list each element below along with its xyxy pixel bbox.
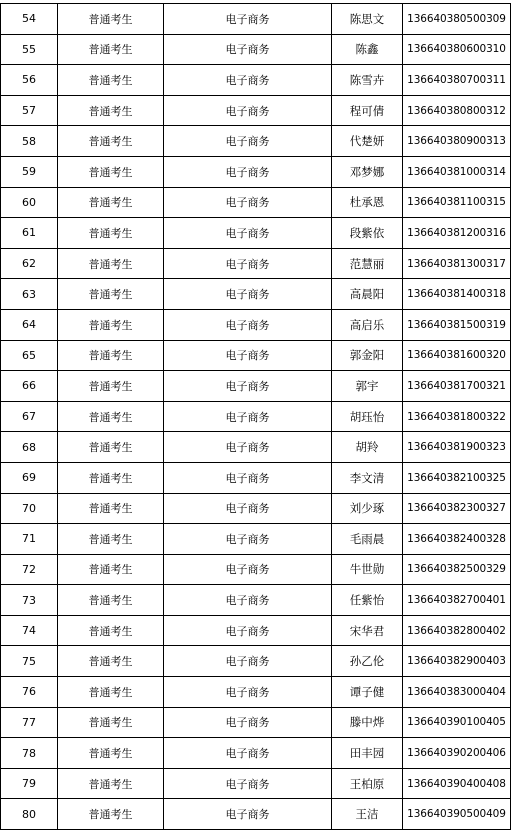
candidate-type: 普通考生 xyxy=(58,65,164,96)
registration-number: 136640382700401 xyxy=(403,585,511,616)
major: 电子商务 xyxy=(164,126,332,157)
registration-number: 136640382400328 xyxy=(403,524,511,555)
row-number: 79 xyxy=(1,768,58,799)
candidate-type: 普通考生 xyxy=(58,493,164,524)
candidate-type: 普通考生 xyxy=(58,4,164,35)
registration-number: 136640390100405 xyxy=(403,707,511,738)
candidate-type: 普通考生 xyxy=(58,309,164,340)
candidate-type: 普通考生 xyxy=(58,799,164,830)
major: 电子商务 xyxy=(164,707,332,738)
table-row xyxy=(1,493,511,524)
major: 电子商务 xyxy=(164,432,332,463)
table-row xyxy=(1,126,511,157)
registration-number: 136640381100315 xyxy=(403,187,511,218)
candidate-type: 普通考生 xyxy=(58,768,164,799)
registration-number: 136640390200406 xyxy=(403,738,511,769)
major: 电子商务 xyxy=(164,615,332,646)
row-number: 77 xyxy=(1,707,58,738)
candidate-type: 普通考生 xyxy=(58,218,164,249)
candidate-type: 普通考生 xyxy=(58,248,164,279)
table-row xyxy=(1,156,511,187)
table-row xyxy=(1,462,511,493)
registration-number: 136640382500329 xyxy=(403,554,511,585)
candidate-type: 普通考生 xyxy=(58,95,164,126)
registration-number: 136640381400318 xyxy=(403,279,511,310)
table-row xyxy=(1,401,511,432)
major: 电子商务 xyxy=(164,218,332,249)
candidate-name: 杜承恩 xyxy=(332,187,403,218)
table-row xyxy=(1,585,511,616)
candidate-type: 普通考生 xyxy=(58,615,164,646)
row-number: 74 xyxy=(1,615,58,646)
major: 电子商务 xyxy=(164,524,332,555)
major: 电子商务 xyxy=(164,187,332,218)
major: 电子商务 xyxy=(164,493,332,524)
row-number: 61 xyxy=(1,218,58,249)
candidate-name: 胡珏怡 xyxy=(332,401,403,432)
row-number: 71 xyxy=(1,524,58,555)
row-number: 68 xyxy=(1,432,58,463)
row-number: 66 xyxy=(1,371,58,402)
registration-number: 136640382800402 xyxy=(403,615,511,646)
major: 电子商务 xyxy=(164,248,332,279)
registration-number: 136640381500319 xyxy=(403,309,511,340)
candidate-type: 普通考生 xyxy=(58,126,164,157)
candidate-name: 陈思文 xyxy=(332,4,403,35)
candidate-name: 陈鑫 xyxy=(332,34,403,65)
candidate-name: 高晨阳 xyxy=(332,279,403,310)
candidate-name: 李文清 xyxy=(332,462,403,493)
candidate-name: 段紫依 xyxy=(332,218,403,249)
candidate-name: 牛世勋 xyxy=(332,554,403,585)
major: 电子商务 xyxy=(164,34,332,65)
registration-number: 136640381800322 xyxy=(403,401,511,432)
registration-number: 136640380500309 xyxy=(403,4,511,35)
registration-number: 136640382900403 xyxy=(403,646,511,677)
candidate-table xyxy=(0,3,511,830)
major: 电子商务 xyxy=(164,799,332,830)
registration-number: 136640381900323 xyxy=(403,432,511,463)
major: 电子商务 xyxy=(164,738,332,769)
table-row xyxy=(1,218,511,249)
candidate-type: 普通考生 xyxy=(58,401,164,432)
candidate-name: 田丰园 xyxy=(332,738,403,769)
row-number: 58 xyxy=(1,126,58,157)
table-row xyxy=(1,95,511,126)
registration-number: 136640381200316 xyxy=(403,218,511,249)
candidate-name: 范慧丽 xyxy=(332,248,403,279)
table-row xyxy=(1,309,511,340)
row-number: 72 xyxy=(1,554,58,585)
candidate-name: 高启乐 xyxy=(332,309,403,340)
major: 电子商务 xyxy=(164,646,332,677)
candidate-type: 普通考生 xyxy=(58,738,164,769)
row-number: 76 xyxy=(1,677,58,708)
major: 电子商务 xyxy=(164,585,332,616)
candidate-name: 程可倩 xyxy=(332,95,403,126)
table-row xyxy=(1,554,511,585)
registration-number: 136640380600310 xyxy=(403,34,511,65)
registration-number: 136640382100325 xyxy=(403,462,511,493)
registration-number: 136640390500409 xyxy=(403,799,511,830)
major: 电子商务 xyxy=(164,371,332,402)
candidate-name: 毛雨晨 xyxy=(332,524,403,555)
candidate-name: 宋华君 xyxy=(332,615,403,646)
table-row xyxy=(1,707,511,738)
candidate-type: 普通考生 xyxy=(58,279,164,310)
candidate-name: 王洁 xyxy=(332,799,403,830)
table-row xyxy=(1,524,511,555)
candidate-type: 普通考生 xyxy=(58,646,164,677)
candidate-type: 普通考生 xyxy=(58,677,164,708)
major: 电子商务 xyxy=(164,95,332,126)
row-number: 55 xyxy=(1,34,58,65)
registration-number: 136640381000314 xyxy=(403,156,511,187)
table-row xyxy=(1,799,511,830)
row-number: 63 xyxy=(1,279,58,310)
row-number: 78 xyxy=(1,738,58,769)
major: 电子商务 xyxy=(164,462,332,493)
row-number: 65 xyxy=(1,340,58,371)
major: 电子商务 xyxy=(164,401,332,432)
table-row xyxy=(1,4,511,35)
row-number: 80 xyxy=(1,799,58,830)
candidate-name: 胡羚 xyxy=(332,432,403,463)
candidate-type: 普通考生 xyxy=(58,524,164,555)
candidate-type: 普通考生 xyxy=(58,585,164,616)
registration-number: 136640381300317 xyxy=(403,248,511,279)
candidate-name: 刘少琢 xyxy=(332,493,403,524)
row-number: 67 xyxy=(1,401,58,432)
table-row xyxy=(1,646,511,677)
table-row xyxy=(1,65,511,96)
registration-number: 136640383000404 xyxy=(403,677,511,708)
candidate-type: 普通考生 xyxy=(58,156,164,187)
candidate-name: 邓梦娜 xyxy=(332,156,403,187)
table-row xyxy=(1,34,511,65)
candidate-type: 普通考生 xyxy=(58,34,164,65)
candidate-name: 郭宇 xyxy=(332,371,403,402)
registration-number: 136640380900313 xyxy=(403,126,511,157)
row-number: 73 xyxy=(1,585,58,616)
candidate-name: 陈雪卉 xyxy=(332,65,403,96)
candidate-type: 普通考生 xyxy=(58,187,164,218)
candidate-name: 代楚妍 xyxy=(332,126,403,157)
major: 电子商务 xyxy=(164,340,332,371)
candidate-type: 普通考生 xyxy=(58,462,164,493)
candidate-type: 普通考生 xyxy=(58,432,164,463)
row-number: 75 xyxy=(1,646,58,677)
table-row xyxy=(1,768,511,799)
registration-number: 136640380700311 xyxy=(403,65,511,96)
candidate-name: 谭子健 xyxy=(332,677,403,708)
registration-number: 136640381600320 xyxy=(403,340,511,371)
row-number: 62 xyxy=(1,248,58,279)
major: 电子商务 xyxy=(164,156,332,187)
registration-number: 136640380800312 xyxy=(403,95,511,126)
table-row xyxy=(1,248,511,279)
candidate-type: 普通考生 xyxy=(58,554,164,585)
candidate-name: 孙乙伦 xyxy=(332,646,403,677)
major: 电子商务 xyxy=(164,309,332,340)
row-number: 70 xyxy=(1,493,58,524)
registration-number: 136640390400408 xyxy=(403,768,511,799)
major: 电子商务 xyxy=(164,677,332,708)
row-number: 60 xyxy=(1,187,58,218)
table-row xyxy=(1,738,511,769)
table-row xyxy=(1,615,511,646)
major: 电子商务 xyxy=(164,279,332,310)
major: 电子商务 xyxy=(164,768,332,799)
table-row xyxy=(1,340,511,371)
table-row xyxy=(1,279,511,310)
table-row xyxy=(1,677,511,708)
row-number: 59 xyxy=(1,156,58,187)
row-number: 54 xyxy=(1,4,58,35)
row-number: 64 xyxy=(1,309,58,340)
table-row xyxy=(1,432,511,463)
candidate-type: 普通考生 xyxy=(58,340,164,371)
row-number: 57 xyxy=(1,95,58,126)
row-number: 56 xyxy=(1,65,58,96)
candidate-name: 郭金阳 xyxy=(332,340,403,371)
major: 电子商务 xyxy=(164,4,332,35)
major: 电子商务 xyxy=(164,554,332,585)
candidate-name: 王柏原 xyxy=(332,768,403,799)
table-row xyxy=(1,187,511,218)
candidate-type: 普通考生 xyxy=(58,371,164,402)
major: 电子商务 xyxy=(164,65,332,96)
registration-number: 136640381700321 xyxy=(403,371,511,402)
registration-number: 136640382300327 xyxy=(403,493,511,524)
table-row xyxy=(1,371,511,402)
candidate-table-body xyxy=(1,4,511,830)
candidate-name: 滕中烨 xyxy=(332,707,403,738)
row-number: 69 xyxy=(1,462,58,493)
candidate-type: 普通考生 xyxy=(58,707,164,738)
candidate-name: 任紫怡 xyxy=(332,585,403,616)
